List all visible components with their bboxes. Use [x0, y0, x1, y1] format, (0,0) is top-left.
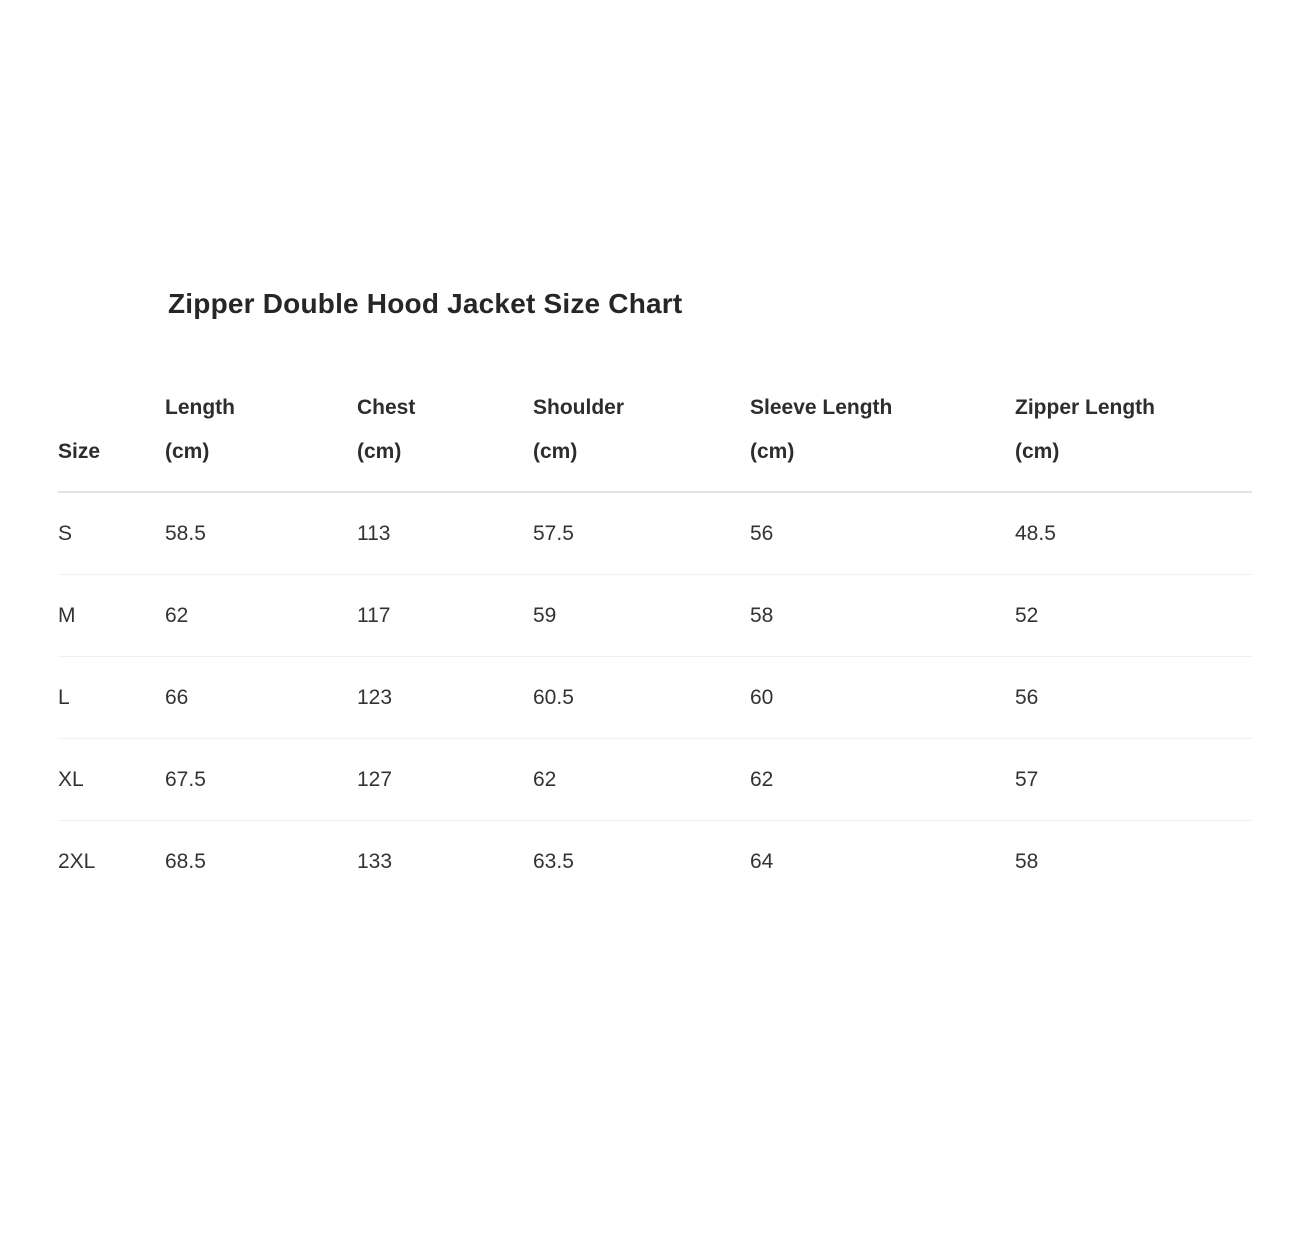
cell-sleeve-length: 62 — [750, 739, 1015, 821]
cell-length: 62 — [165, 575, 357, 657]
cell-sleeve-length: 58 — [750, 575, 1015, 657]
cell-shoulder: 60.5 — [533, 657, 750, 739]
column-unit: (cm) — [165, 440, 210, 463]
column-label: Chest — [357, 396, 416, 419]
cell-zipper-length: 58 — [1015, 849, 1039, 873]
cell-size: 2XL — [58, 849, 96, 873]
cell-chest: 117 — [357, 575, 533, 657]
column-unit: (cm) — [1015, 440, 1060, 463]
size-chart-table-container — [58, 386, 1252, 902]
column-label: Shoulder — [533, 396, 625, 419]
column-label: Sleeve Length — [750, 396, 893, 419]
column-label: Size — [58, 440, 101, 463]
table-row-l — [58, 657, 1252, 739]
table-header — [58, 386, 1252, 492]
column-label: Length — [165, 396, 235, 419]
column-header-chest — [357, 386, 533, 492]
table-row-m — [58, 575, 1252, 657]
cell-length: 68.5 — [165, 849, 206, 873]
column-header-sleeve-length — [750, 386, 1015, 492]
cell-sleeve-length: 56 — [750, 492, 1015, 575]
cell-chest: 133 — [357, 849, 393, 873]
column-header-length — [165, 386, 357, 492]
cell-length: 67.5 — [165, 739, 357, 821]
table-body — [58, 492, 1252, 902]
table-row-2xl — [58, 821, 1252, 903]
cell-shoulder: 62 — [533, 739, 750, 821]
column-header-shoulder — [533, 386, 750, 492]
column-unit: (cm) — [533, 440, 578, 463]
size-chart-title: Zipper Double Hood Jacket Size Chart — [168, 288, 683, 319]
cell-zipper-length: 56 — [1015, 657, 1252, 739]
cell-size: L — [58, 657, 165, 739]
column-label: Zipper Length — [1015, 396, 1155, 419]
column-header-size — [58, 386, 165, 492]
cell-chest: 127 — [357, 739, 533, 821]
cell-chest: 113 — [357, 492, 533, 575]
cell-zipper-length: 52 — [1015, 575, 1252, 657]
cell-size: M — [58, 575, 165, 657]
cell-chest: 123 — [357, 657, 533, 739]
cell-sleeve-length: 60 — [750, 657, 1015, 739]
cell-shoulder: 59 — [533, 575, 750, 657]
header-row — [58, 386, 1252, 492]
table-row-xl — [58, 739, 1252, 821]
cell-zipper-length: 57 — [1015, 739, 1252, 821]
cell-length: 58.5 — [165, 492, 357, 575]
cell-size: S — [58, 492, 165, 575]
column-header-zipper-length — [1015, 386, 1252, 492]
cell-sleeve-length: 64 — [750, 849, 774, 873]
cell-length: 66 — [165, 657, 357, 739]
table-row-s — [58, 492, 1252, 575]
cell-shoulder: 63.5 — [533, 849, 574, 873]
size-chart-table — [58, 386, 1252, 902]
cell-zipper-length: 48.5 — [1015, 492, 1252, 575]
cell-shoulder: 57.5 — [533, 492, 750, 575]
column-unit: (cm) — [357, 440, 402, 463]
cell-size: XL — [58, 739, 165, 821]
column-unit: (cm) — [750, 440, 795, 463]
